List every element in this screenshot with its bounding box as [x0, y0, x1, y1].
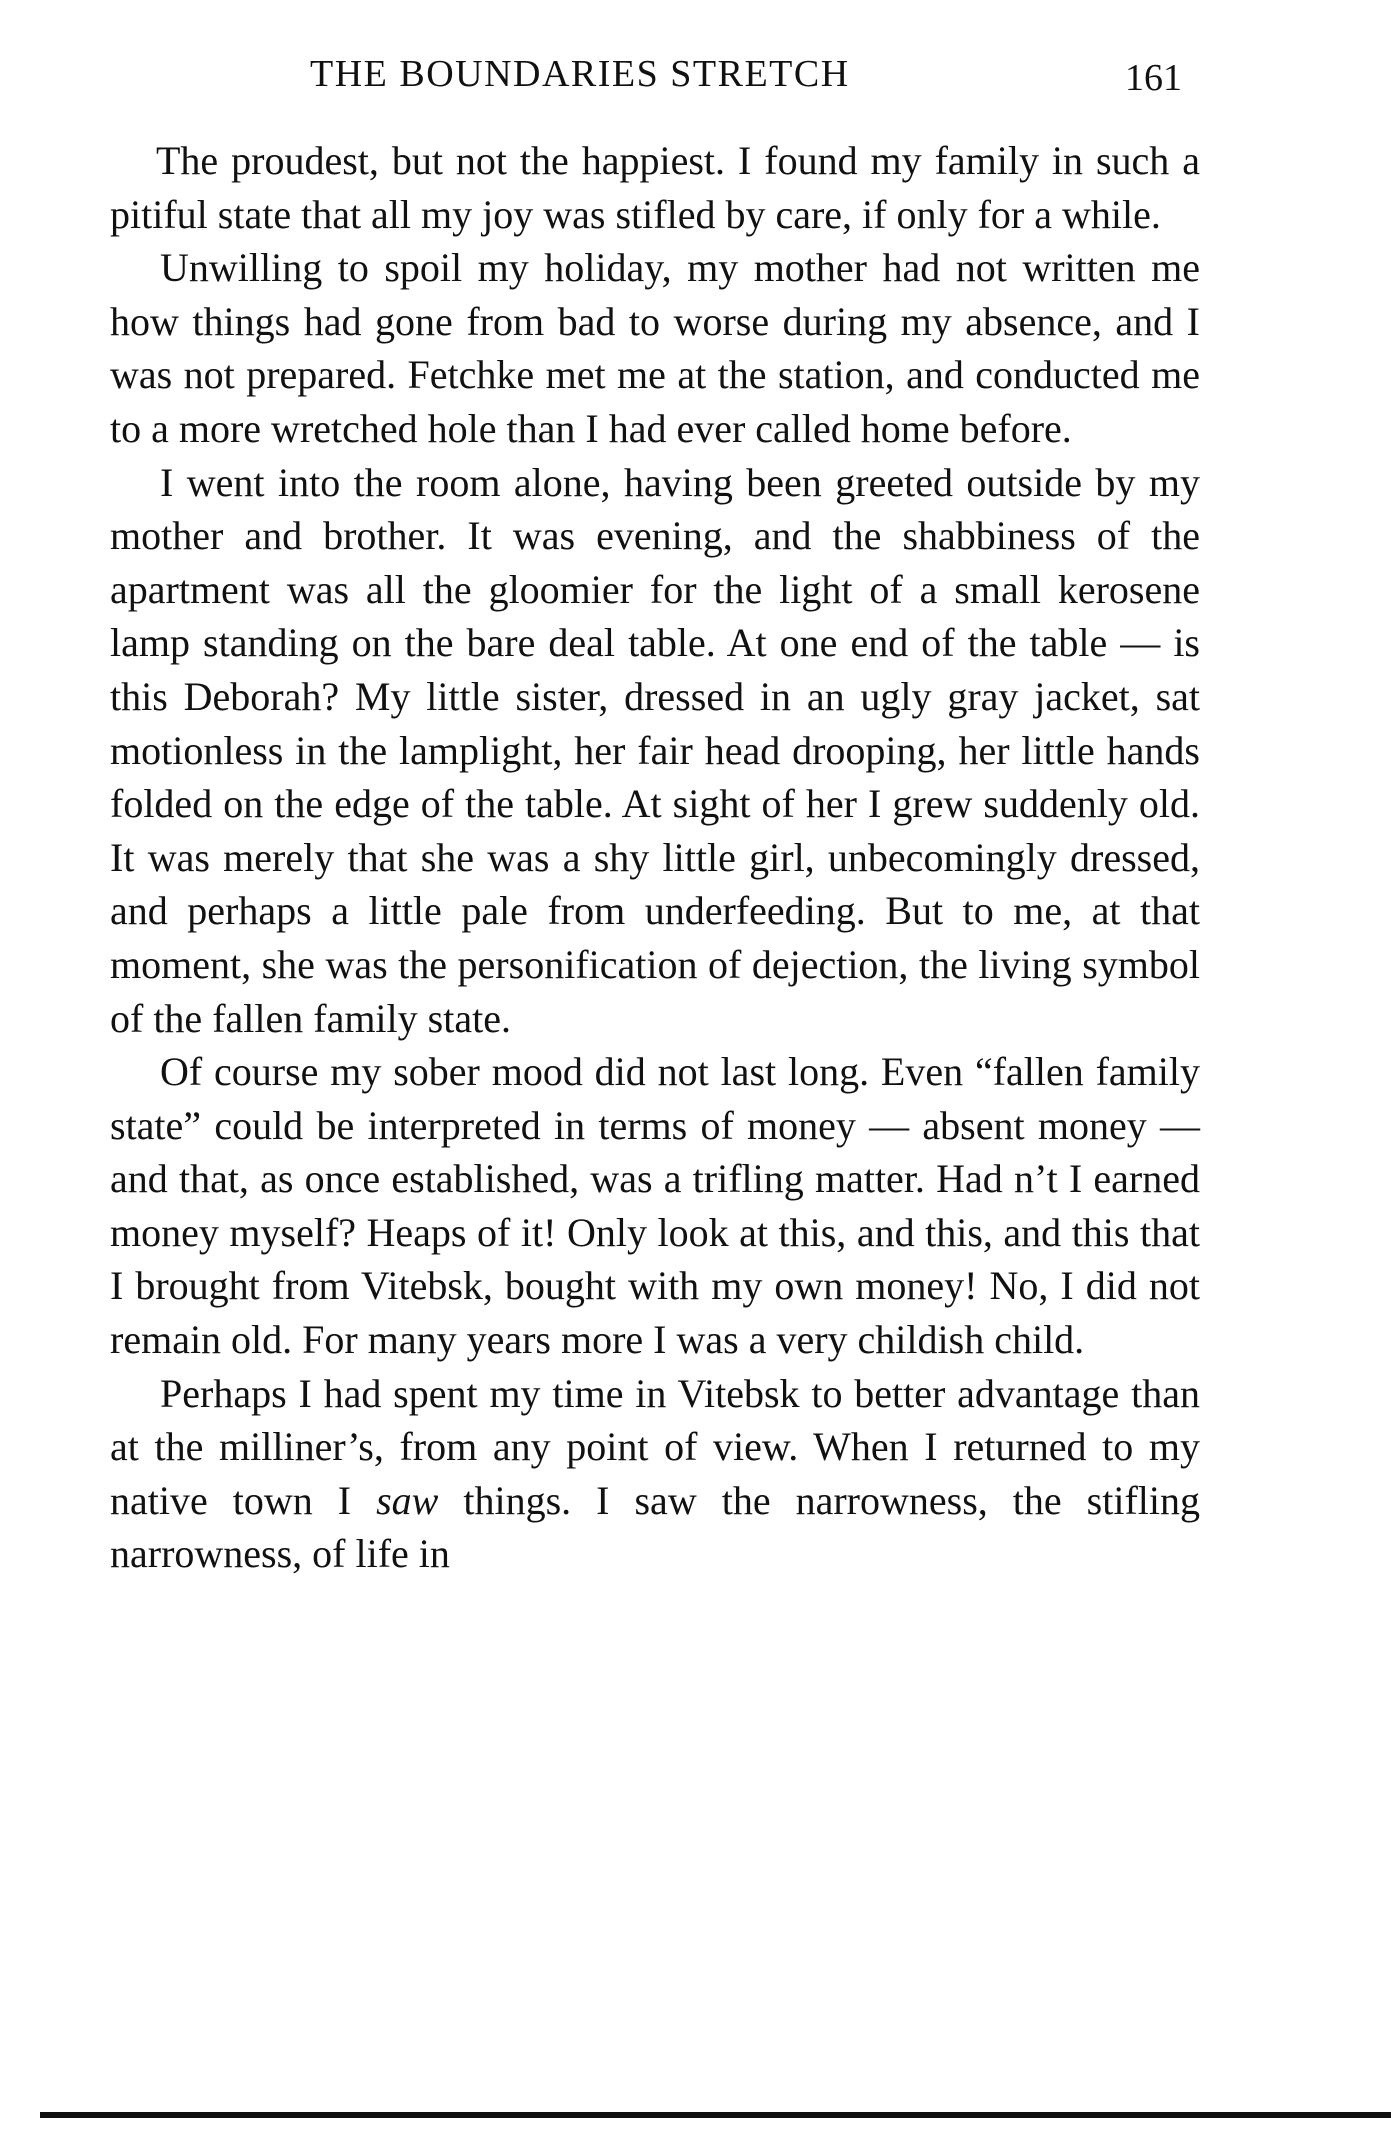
paragraph-4 [110, 1045, 1200, 1367]
paragraph-5 [110, 1367, 1200, 1581]
bottom-rule [40, 2112, 1391, 2118]
paragraph-1-text: The proudest, but not the happiest. I found my family in such a pitiful state that all my joy was stifled by care, if only for a while. [110, 138, 1200, 237]
page-number: 161 [1125, 57, 1182, 99]
running-title: THE BOUNDARIES STRETCH [310, 53, 850, 95]
paragraph-5-italic: saw [376, 1477, 439, 1523]
paragraph-5-text-end: things. I saw the narrowness, the stifling narrowness, of life in [110, 1477, 1200, 1577]
body-text [110, 134, 1200, 1581]
paragraph-1 [110, 134, 1200, 241]
running-head [310, 52, 1210, 102]
paragraph-3-text: I went into the room alone, having been greeted outside by my mother and brother. It was evening, and the shabbiness of the apartment was all the gloomier for the light of a small kerosene lamp standing on the bare deal table. At one end of the table — is this Deborah? My little sister, dressed in an ugly gray jacket, sat motionless in the lamplight, her fair head drooping, her little hands folded on the edge of the table. At sight of her I grew suddenly old. It was merely that she was a shy little girl, unbecomingly dressed, and perhaps a little pale from underfeeding. But to me, at that moment, she was the personification of dejection, the living symbol of the fallen family state. [110, 459, 1200, 1041]
paragraph-3 [110, 456, 1200, 1046]
paragraph-5-text-start: Perhaps I had spent my time in Vitebsk to better advantage than at the milliner’s, from any point of view. When I returned to my native town I [110, 1370, 1200, 1523]
paragraph-2 [110, 241, 1200, 455]
paragraph-4-text: Of course my sober mood did not last long. Even “fallen family state” could be interpreted in terms of money — absent money — and that, as once established, was a trifling matter. Had n’t I earned money myself? Heaps of it! Only look at this, and this, and this that I brought from Vitebsk, bought with my own money! No, I did not remain old. For many years more I was a very childish child. [110, 1049, 1200, 1363]
paragraph-2-text: Unwilling to spoil my holiday, my mother had not written me how things had gone from bad to worse during my absence, and I was not prepared. Fetchke met me at the station, and conducted me to a more wretched hole than I had ever called home before. [110, 245, 1200, 451]
